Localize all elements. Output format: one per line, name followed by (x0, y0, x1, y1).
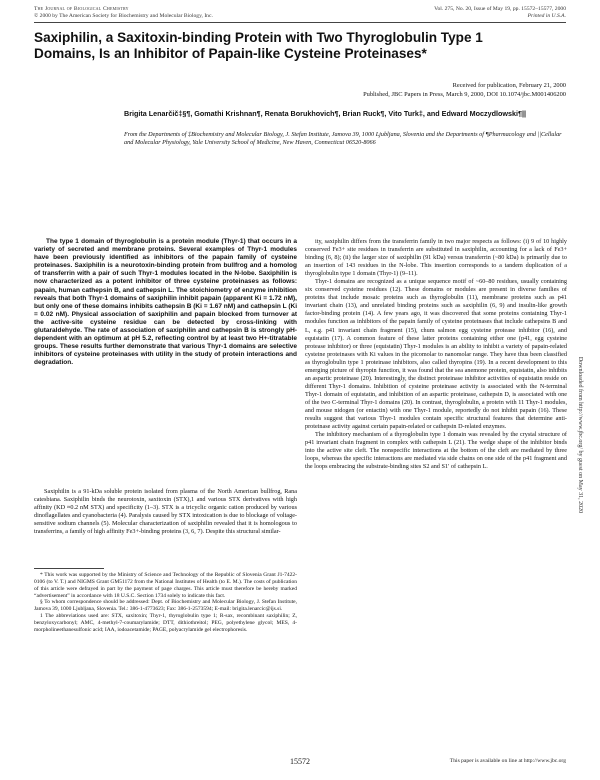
online-availability-note: This paper is available on line at http://www.jbc.org (449, 758, 566, 764)
right-paragraph-1: ity, saxiphilin differs from the transferrin family in two major respects as follows: (i) 9 of 10 highly conserved Fe3+ site residues in transferrin are substituted in saxiphilin, accounting for a lack of Fe3+ binding (6, 8); (ii) the larger size of saxiphilin (91 kDa) versus transferrin (~80 kDa) is primarily due to an insertion of 143 residues in the N-lobe. This insertion corresponds to a tandem duplication of a thyroglobulin type 1 domain (Thyr-1) (9–11). (305, 238, 567, 278)
journal-header-right (434, 6, 566, 20)
copyright-line: © 2000 by The American Society for Biochemistry and Molecular Biology, Inc. (34, 13, 213, 19)
author-list: Brigita Lenarčič‡§¶, Gomathi Krishnan¶, Renata Borukhovich¶, Brian Ruck¶, Vito Turk‡, and Edward Moczydlowski¶|| (124, 109, 526, 118)
right-paragraph-3: The inhibitory mechanism of a thyroglobulin type 1 domain was revealed by the crystal structure of p41 invariant chain fragment in complex with cathepsin L (21). The wedge shape of the inhibitor binds into the active site cleft. The nonspecific interactions at the bottom of the cleft are mediated by three loops, whereas the specific interactions are mediated via side chains on one side of the p41 fragment and the loops embracing the substrate-binding sites S2 and S1′ of cathepsin L. (305, 431, 567, 471)
introduction-left-column (34, 488, 297, 536)
publication-dates (363, 82, 566, 99)
printed-in: Printed in U.S.A. (527, 13, 566, 19)
article-title: Saxiphilin, a Saxitoxin-binding Protein with Two Thyroglobulin Type 1 Domains, Is an Inhibitor of Papain-like Cysteine Proteinases* (34, 30, 483, 61)
footnote-abbreviations: 1 The abbreviations used are: STX, saxitoxin; Thyr-1, thyroglobulin type 1; R-sax, recombinant saxiphilin; Z, benzyloxycarbonyl; AMC, 4-methyl-7-coumarylamide; DTT, dithiothreitol; PEG, polyethylene glycol; MES, 4-morpholineethanesulfonic acid; IAA, iodoacetamide; PAGE, polyacrylamide gel electrophoresis. (34, 613, 297, 633)
download-watermark (572, 230, 588, 640)
right-paragraph-2: Thyr-1 domains are recognized as a unique sequence motif of ~60–80 residues, usually containing six conserved cysteine residues (12). These domains or modules are present in diverse families of proteins that include mosaic proteins such as thyroglobulin (11), membrane proteins such as p41 invariant chain (13), and unrelated binding proteins such as saxiphilin (6, 9) and insulin-like growth factor-binding protein (14). A few years ago, it was discovered that some proteins containing Thyr-1 modules function as inhibitors of the papain family of cysteine proteinases that include cathepsins B and L, e.g. p41 invariant chain fragment (15), chum salmon egg cysteine protease inhibitor (16), and equistatin (17). A common feature of these latter proteins containing either one (p41, egg cysteine protease inhibitor) or three (equistatin) Thyr-1 modules is an ability to inhibit a variety of papain-related cysteine proteinases with Ki values in the picomolar to nanomolar range. They have thus been classified as thyroglobulin type 1 proteinase inhibitors, also called thyropins (19). In a recent development to this emerging picture of thyropin function, it was found that the sea anemone protein, equistatin, also inhibits an aspartic proteinase (20). Interestingly, the distinct proteinase inhibitor activities of equistatin reside on different Thyr-1 domains. Inhibition of cysteine proteinase activity is associated with the N-terminal Thyr-1 domain of equistatin, and inhibition of an aspartic proteinase, cathepsin D, is associated with one of the two C-terminal Thyr-1 domains (20). In contrast, thyroglobulin, a protein with 11 Thyr-1 modules, and mouse nidogen (or entactin) with one Thyr-1 module, reportedly do not inhibit papain (16). These results suggest that various Thyr-1 modules contain specific structural features that determine anti-proteinase activity against certain papain-related or cathepsin D-related enzymes. (305, 278, 567, 431)
intro-paragraph: Saxiphilin is a 91-kDa soluble protein isolated from plasma of the North American bullfrog, Rana catesbiana. Saxiphilin binds the neurotoxin, saxitoxin (STX),1 and various STX derivatives with high affinity (KD ≈0.2 nM STX) and specificity (1–3). STX is a tricyclic organic cation produced by various dinoflagellates and cyanobacteria (4). Paralysis caused by STX intoxication is due to blockage of voltage-sensitive sodium channels (5). Molecular characterization of saxiphilin revealed that it is homologous to transferrins, a family of high affinity Fe3+-binding proteins (3, 6, 7). Despite this structural similar- (34, 488, 297, 536)
footnote-rule (34, 568, 104, 569)
download-watermark-text: Downloaded from http://www.jbc.org/ by guest on May 31, 2020 (577, 356, 583, 514)
affiliations: From the Departments of ‡Biochemistry and Molecular Biology, J. Stefan Institute, Jamova 39, 1000 Ljubljana, Slovenia and the Departments of ¶Pharmacology and ||Cellular and Molecular Physiology, Yale University School of Medicine, New Haven, Connecticut 06520-8066 (124, 131, 562, 147)
published-date: Published, JBC Papers in Press, March 9, 2000, DOI 10.1074/jbc.M001406200 (363, 90, 566, 98)
volume-info: Vol. 275, No. 20, Issue of May 19, pp. 15572–15577, 2000 (434, 6, 566, 12)
right-column (305, 238, 567, 471)
journal-name: The Journal of Biological Chemistry (34, 6, 129, 12)
header-rule (34, 22, 566, 23)
journal-header-left (34, 6, 213, 20)
received-date: Received for publication, February 21, 2000 (452, 82, 566, 89)
footnote-funding: * This work was supported by the Ministry of Science and Technology of the Republic of Slovenia Grant J1-7422-0106 (to V. T.) and NIGMS Grant GM51172 from the National Institutes of Health (to E. M.). The costs of publication of this article were defrayed in part by the payment of page charges. This article must therefore be hereby marked “advertisement” in accordance with 18 U.S.C. Section 1734 solely to indicate this fact. (34, 572, 297, 599)
footnotes (34, 572, 297, 634)
page-number: 15572 (290, 757, 310, 766)
footnote-correspondence: § To whom correspondence should be addressed: Dept. of Biochemistry and Molecular Biology, J. Stefan Institute, Jamova 39, 1000 Ljubljana, Slovenia. Tel.: 386-1-4773623; Fax: 386-1-2573594; E-mail: brigita.lenarcic@ijs.si. (34, 599, 297, 613)
abstract: The type 1 domain of thyroglobulin is a protein module (Thyr-1) that occurs in a variety of secreted and membrane proteins. Several examples of Thyr-1 modules have been previously identified as inhibitors of the papain family of cysteine proteinases. Saxiphilin is a neurotoxin-binding protein from bullfrog and a homolog of transferrin with a pair of such Thyr-1 modules located in the N-lobe. Saxiphilin is now characterized as a potent inhibitor of three cysteine proteinases as follows: papain, human cathepsin B, and cathepsin L. The stoichiometry of enzyme inhibition reveals that both Thyr-1 domains of saxiphilin inhibit papain (apparent Ki = 1.72 nM), but only one of these domains inhibits cathepsin B (Ki = 1.67 nM) and cathepsin L (Ki = 0.02 nM). Physical association of saxiphilin and papain blocked from turnover at the active-site cysteine residue can be detected by cross-linking with glutaraldehyde. The rate of association of saxiphilin and cathepsin B is strongly pH-dependent with an optimum at pH 5.2, reflecting control by at least two H+-titratable groups. These results further demonstrate that various Thyr-1 domains are selective inhibitors of cysteine proteinases with utility in the study of protein interactions and degradation. (34, 238, 297, 367)
